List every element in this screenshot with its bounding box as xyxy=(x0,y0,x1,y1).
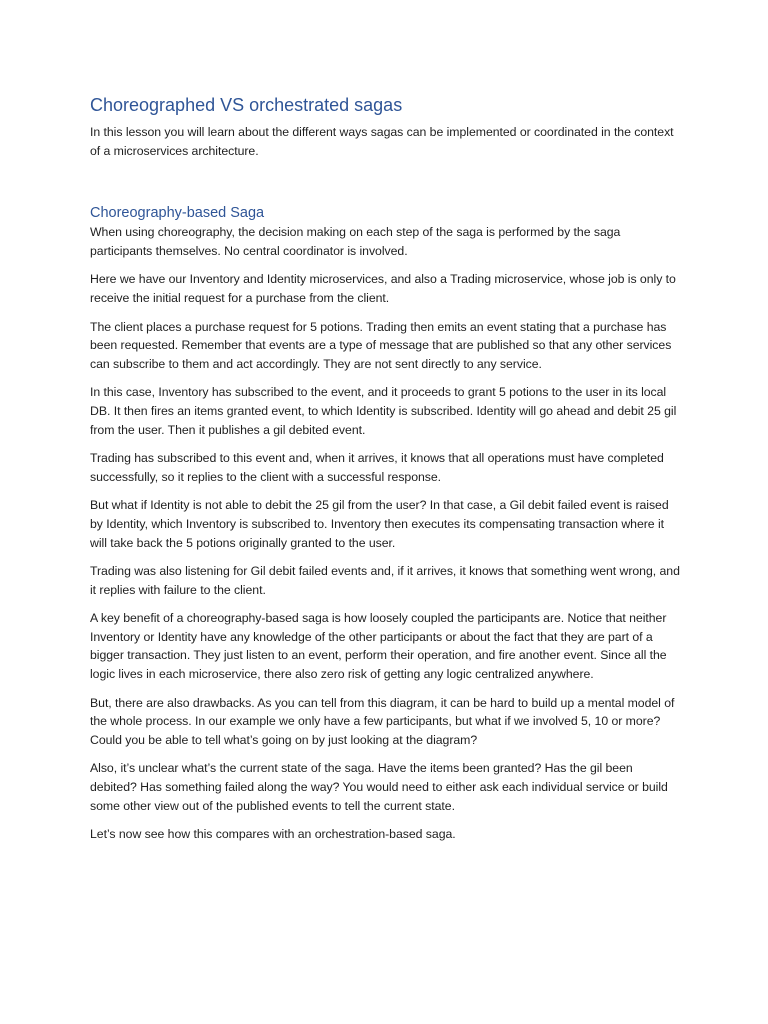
paragraph-2: Here we have our Inventory and Identity microservices, and also a Trading microservice, whose job is only to receive the initial request for a purchase from the client. xyxy=(90,272,676,305)
document-page xyxy=(90,92,680,854)
paragraph-1: When using choreography, the decision making on each step of the saga is performed by the saga participants themselves. No central coordinator is involved. xyxy=(90,225,621,258)
paragraph-8: A key benefit of a choreography-based saga is how loosely coupled the participants are. Notice that neither Inventory or Identity have any knowledge of the other participants or about the fact that they are part of a bigger transaction. They just listen to an event, perform their operation, and fire another event. Since all the logic lives in each microservice, there also zero risk of getting any logic centralized anywhere. xyxy=(90,611,667,682)
page-title: Choreographed VS orchestrated sagas xyxy=(90,95,403,115)
paragraph-11: Let’s now see how this compares with an orchestration-based saga. xyxy=(90,827,456,842)
intro-paragraph: In this lesson you will learn about the different ways sagas can be implemented or coordinated in the context of a microservices architecture. xyxy=(90,125,674,158)
paragraph-5: Trading has subscribed to this event and, when it arrives, it knows that all operations must have completed successfully, so it replies to the client with a successful response. xyxy=(90,451,664,484)
section-heading: Choreography-based Saga xyxy=(90,205,265,222)
paragraph-7: Trading was also listening for Gil debit failed events and, if it arrives, it knows that something went wrong, and it replies with failure to the client. xyxy=(90,564,680,597)
paragraph-3: The client places a purchase request for 5 potions. Trading then emits an event stating that a purchase has been requested. Remember that events are a type of message that are published so that any other services can subscribe to them and act accordingly. They are not sent directly to any service. xyxy=(90,319,672,371)
paragraph-9: But, there are also drawbacks. As you can tell from this diagram, it can be hard to build up a mental model of the whole process. In our example we only have a few participants, but what if we involved 5, 10 or more? Could you be able to tell what’s going on by just looking at the diagram? xyxy=(90,695,675,747)
paragraph-6: But what if Identity is not able to debit the 25 gil from the user? In that case, a Gil debit failed event is raised by Identity, which Inventory is subscribed to. Inventory then executes its compensating transaction where it will take back the 5 potions originally granted to the user. xyxy=(90,498,669,550)
paragraph-4: In this case, Inventory has subscribed to the event, and it proceeds to grant 5 potions to the user in its local DB. It then fires an items granted event, to which Identity is subscribed. Identity will go ahead and debit 25 gil from the user. Then it publishes a gil debited event. xyxy=(90,385,677,437)
paragraph-10: Also, it’s unclear what’s the current state of the saga. Have the items been granted? Has the gil been debited? Has something failed along the way? You would need to either ask each individual service or build some other view out of the published events to tell the current state. xyxy=(90,761,668,813)
